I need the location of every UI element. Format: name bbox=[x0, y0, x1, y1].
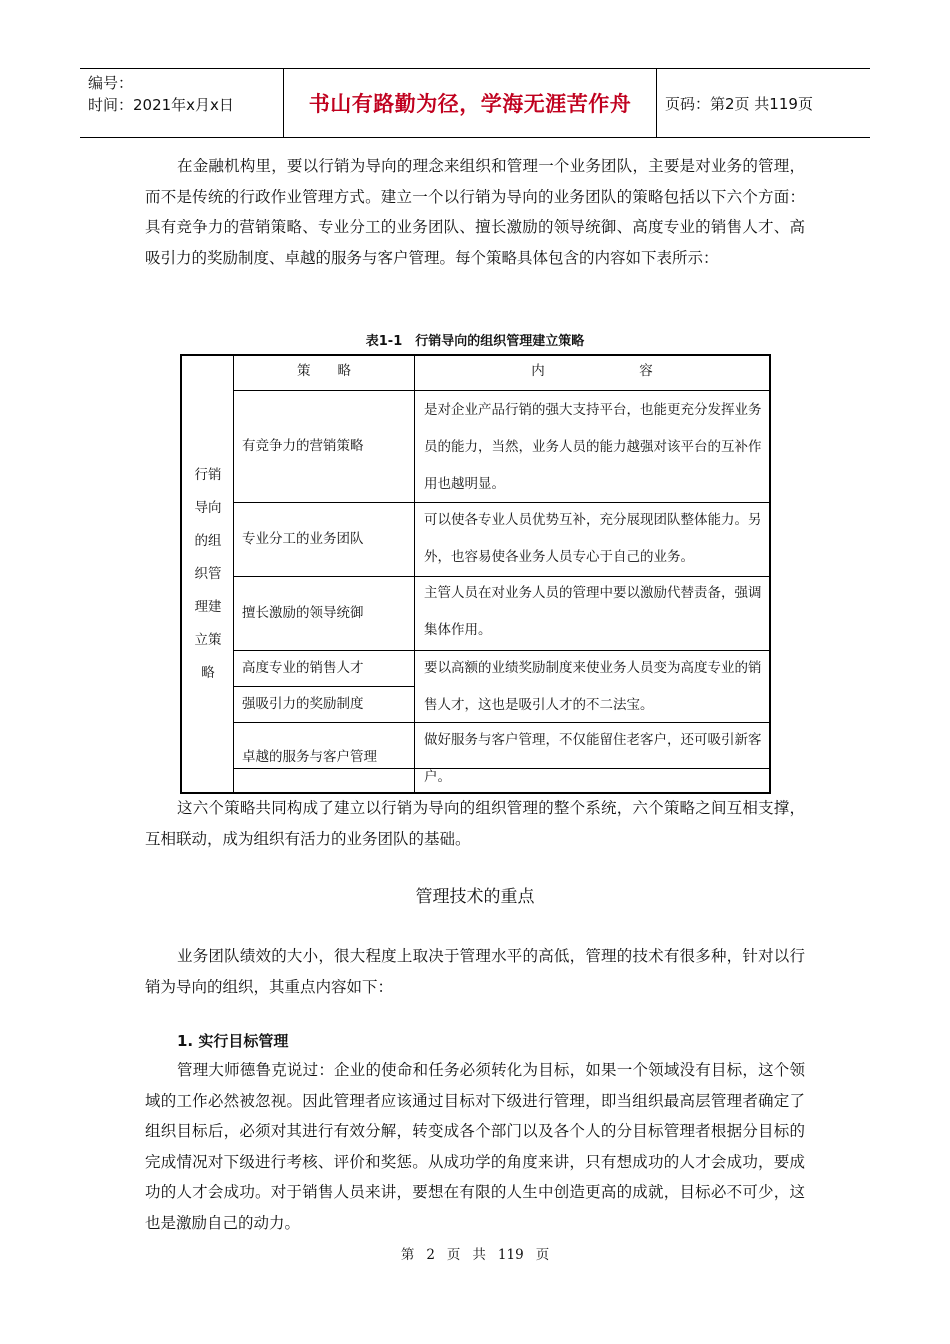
footer-text: 页 bbox=[446, 1247, 461, 1263]
left-header-line: 行销 bbox=[194, 466, 222, 483]
section-intro-text: 业务团队绩效的大小，很大程度上取决于管理水平的高低，管理的技术有很多种，针对以行销为导向的组织，其重点内容如下： bbox=[145, 947, 805, 996]
left-header-line: 略 bbox=[201, 664, 215, 681]
table-cell-content: 主管人员在对业务人员的管理中要以激励代替责备，强调集体作用。 bbox=[424, 585, 762, 638]
left-header-line: 的组 bbox=[194, 532, 222, 549]
footer-total-pages: 119 bbox=[497, 1247, 524, 1263]
header-page-label: 页码：第2页 共119页 bbox=[665, 94, 813, 113]
footer-page-number: 2 bbox=[426, 1247, 435, 1263]
intro-paragraph bbox=[145, 151, 805, 273]
time-label: 时间：2021年x月x日 bbox=[88, 96, 234, 114]
table-cell-strategy: 擅长激励的领导统御 bbox=[242, 605, 364, 621]
left-header-line: 立策 bbox=[194, 631, 222, 648]
header-meta bbox=[80, 69, 283, 137]
table-cell-content: 是对企业产品行销的强大支持平台，也能更充分发挥业务员的能力，当然，业务人员的能力越强对该平台的互补作用也越明显。 bbox=[424, 402, 762, 492]
footer-text: 共 bbox=[472, 1247, 486, 1263]
left-header-line: 理建 bbox=[194, 598, 222, 615]
left-header-line: 导向 bbox=[194, 499, 222, 516]
header-motto: 书山有路勤为径，学海无涯苦作舟 bbox=[283, 69, 657, 137]
page-footer bbox=[0, 1243, 950, 1263]
table-cell-content: 做好服务与客户管理，不仅能留住老客户，还可吸引新客户。 bbox=[424, 732, 762, 785]
table-cell-strategy: 卓越的服务与客户管理 bbox=[242, 749, 377, 765]
table-left-header bbox=[182, 356, 234, 792]
after-table-text: 这六个策略共同构成了建立以行销为导向的组织管理的整个系统，六个策略之间互相支撑，互相联动，成为组织有活力的业务团队的基础。 bbox=[145, 799, 805, 848]
table-cell-strategy: 专业分工的业务团队 bbox=[242, 531, 364, 547]
column-header-content: 内 容 bbox=[531, 363, 653, 379]
section-title: 管理技术的重点 bbox=[415, 887, 535, 907]
number-label: 编号： bbox=[88, 74, 134, 92]
table-cell-content: 可以使各专业人员优势互补，充分展现团队整体能力。另外，也容易使各业务人员专心于自己的业务。 bbox=[424, 512, 762, 565]
table-caption: 表1-1 行销导向的组织管理建立策略 bbox=[365, 334, 585, 349]
section-body bbox=[145, 1055, 805, 1238]
section-body-text: 管理大师德鲁克说过：企业的使命和任务必须转化为目标，如果一个领域没有目标，这个领域的工作必然被忽视。因此管理者应该通过目标对下级进行管理，即当组织最高层管理者确定了组织目标后，必须对其进行有效分解，转变成各个部门以及各个人的分目标管理者根据分目标的完成情况对下级进行考核、评价和奖惩。从成功学的角度来讲，只有想成功的人才会成功，要成功的人才会成功。对于销售人员来讲，要想在有限的人生中创造更高的成就，目标必不可少，这也是激励自己的动力。 bbox=[145, 1061, 805, 1232]
table-cell-strategy: 高度专业的销售人才 bbox=[242, 660, 364, 676]
after-table-paragraph bbox=[145, 793, 805, 854]
footer-text: 页 bbox=[535, 1247, 550, 1263]
table-cell-strategy: 有竞争力的营销策略 bbox=[242, 438, 364, 454]
footer-text: 第 bbox=[400, 1247, 415, 1263]
subsection-title: 1. 实行目标管理 bbox=[177, 1032, 289, 1050]
section-intro bbox=[145, 941, 805, 1002]
column-header-strategy: 策 略 bbox=[297, 363, 351, 379]
page-header bbox=[80, 68, 870, 138]
table-cell-strategy: 强吸引力的奖励制度 bbox=[242, 696, 364, 712]
strategy-table bbox=[180, 354, 771, 794]
table-cell-content: 要以高额的业绩奖励制度来使业务人员变为高度专业的销售人才，这也是吸引人才的不二法宝。 bbox=[424, 660, 762, 713]
left-header-line: 织管 bbox=[194, 565, 222, 582]
intro-text: 在金融机构里，要以行销为导向的理念来组织和管理一个业务团队，主要是对业务的管理，而不是传统的行政作业管理方式。建立一个以行销为导向的业务团队的策略包括以下六个方面：具有竞争力的营销策略、专业分工的业务团队、擅长激励的领导统御、高度专业的销售人才、高吸引力的奖励制度、卓越的服务与客户管理。每个策略具体包含的内容如下表所示： bbox=[145, 157, 805, 267]
